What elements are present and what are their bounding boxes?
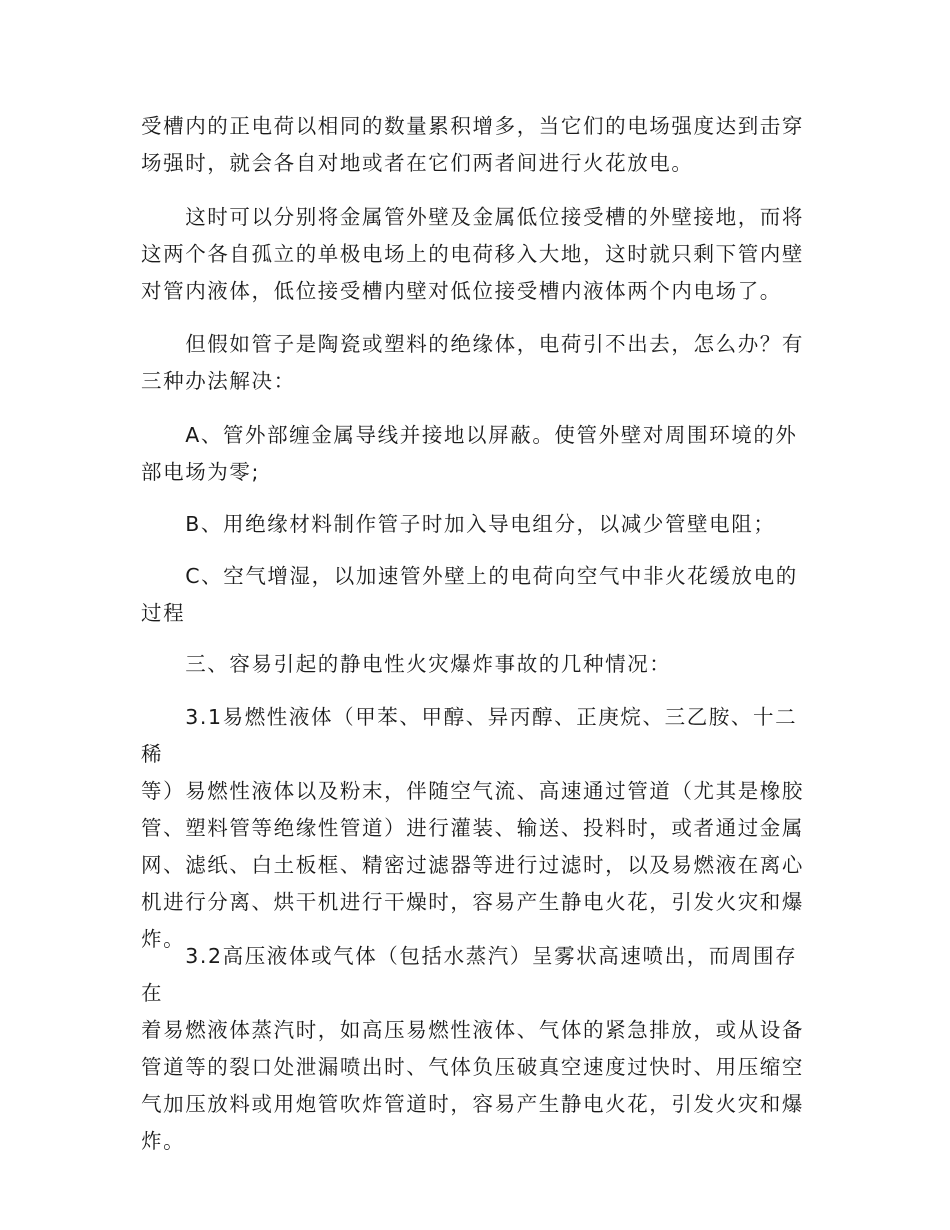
paragraph-case-3-1: 3.1易燃性液体（甲苯、甲醇、异丙醇、正庚烷、三乙胺、十二稀 等）易燃性液体以及粉末，伴随空气流、高速通过管道（尤其是橡胶 管、塑料管等绝缘性管道）进行灌装、输送、投料时，或者通过金属 网、滤纸、白土板框、精密过滤器等进行过滤时，以及易燃液在离心 机进行分离、烘干机进行干燥时，容易产生静电火花，引发火灾和爆 炸。 xyxy=(141,705,804,951)
paragraph-grounding: 这时可以分别将金属管外壁及金属低位接受槽的外壁接地，而将 这两个各自孤立的单极电场上的电荷移入大地，这时就只剩下管内壁 对管内液体，低位接受槽内壁对低位接受槽内液体两个内电场了。 xyxy=(141,205,804,303)
paragraph-discharge-intro: 受槽内的正电荷以相同的数量累积增多，当它们的电场强度达到击穿 场强时，就会各自对地或者在它们两者间进行火花放电。 xyxy=(141,114,804,175)
paragraph-method-b: B、用绝缘材料制作管子时加入导电组分，以减少管壁电阻； xyxy=(141,512,776,536)
section-heading-fire-cases: 三、容易引起的静电性火灾爆炸事故的几种情况： xyxy=(141,652,672,676)
paragraph-method-a: A、管外部缠金属导线并接地以屏蔽。使管外壁对周围环境的外 部电场为零; xyxy=(141,423,798,484)
paragraph-case-3-2: 3.2高压液体或气体（包括水蒸汽）呈雾状高速喷出，而周围存在 着易燃液体蒸汽时，如高压易燃性液体、气体的紧急排放，或从设备 管道等的裂口处泄漏喷出时、气体负压破真空速度过快时、用压缩空 气加压放料或用炮管吹炸管道时，容易产生静电火花，引发火灾和爆 炸。 xyxy=(141,944,804,1153)
paragraph-insulator-question: 但假如管子是陶瓷或塑料的绝缘体，电荷引不出去，怎么办？有 三种办法解决： xyxy=(141,332,804,393)
paragraph-method-c: C、空气增湿，以加速管外壁上的电荷向空气中非火花缓放电的 过程 xyxy=(141,564,798,625)
